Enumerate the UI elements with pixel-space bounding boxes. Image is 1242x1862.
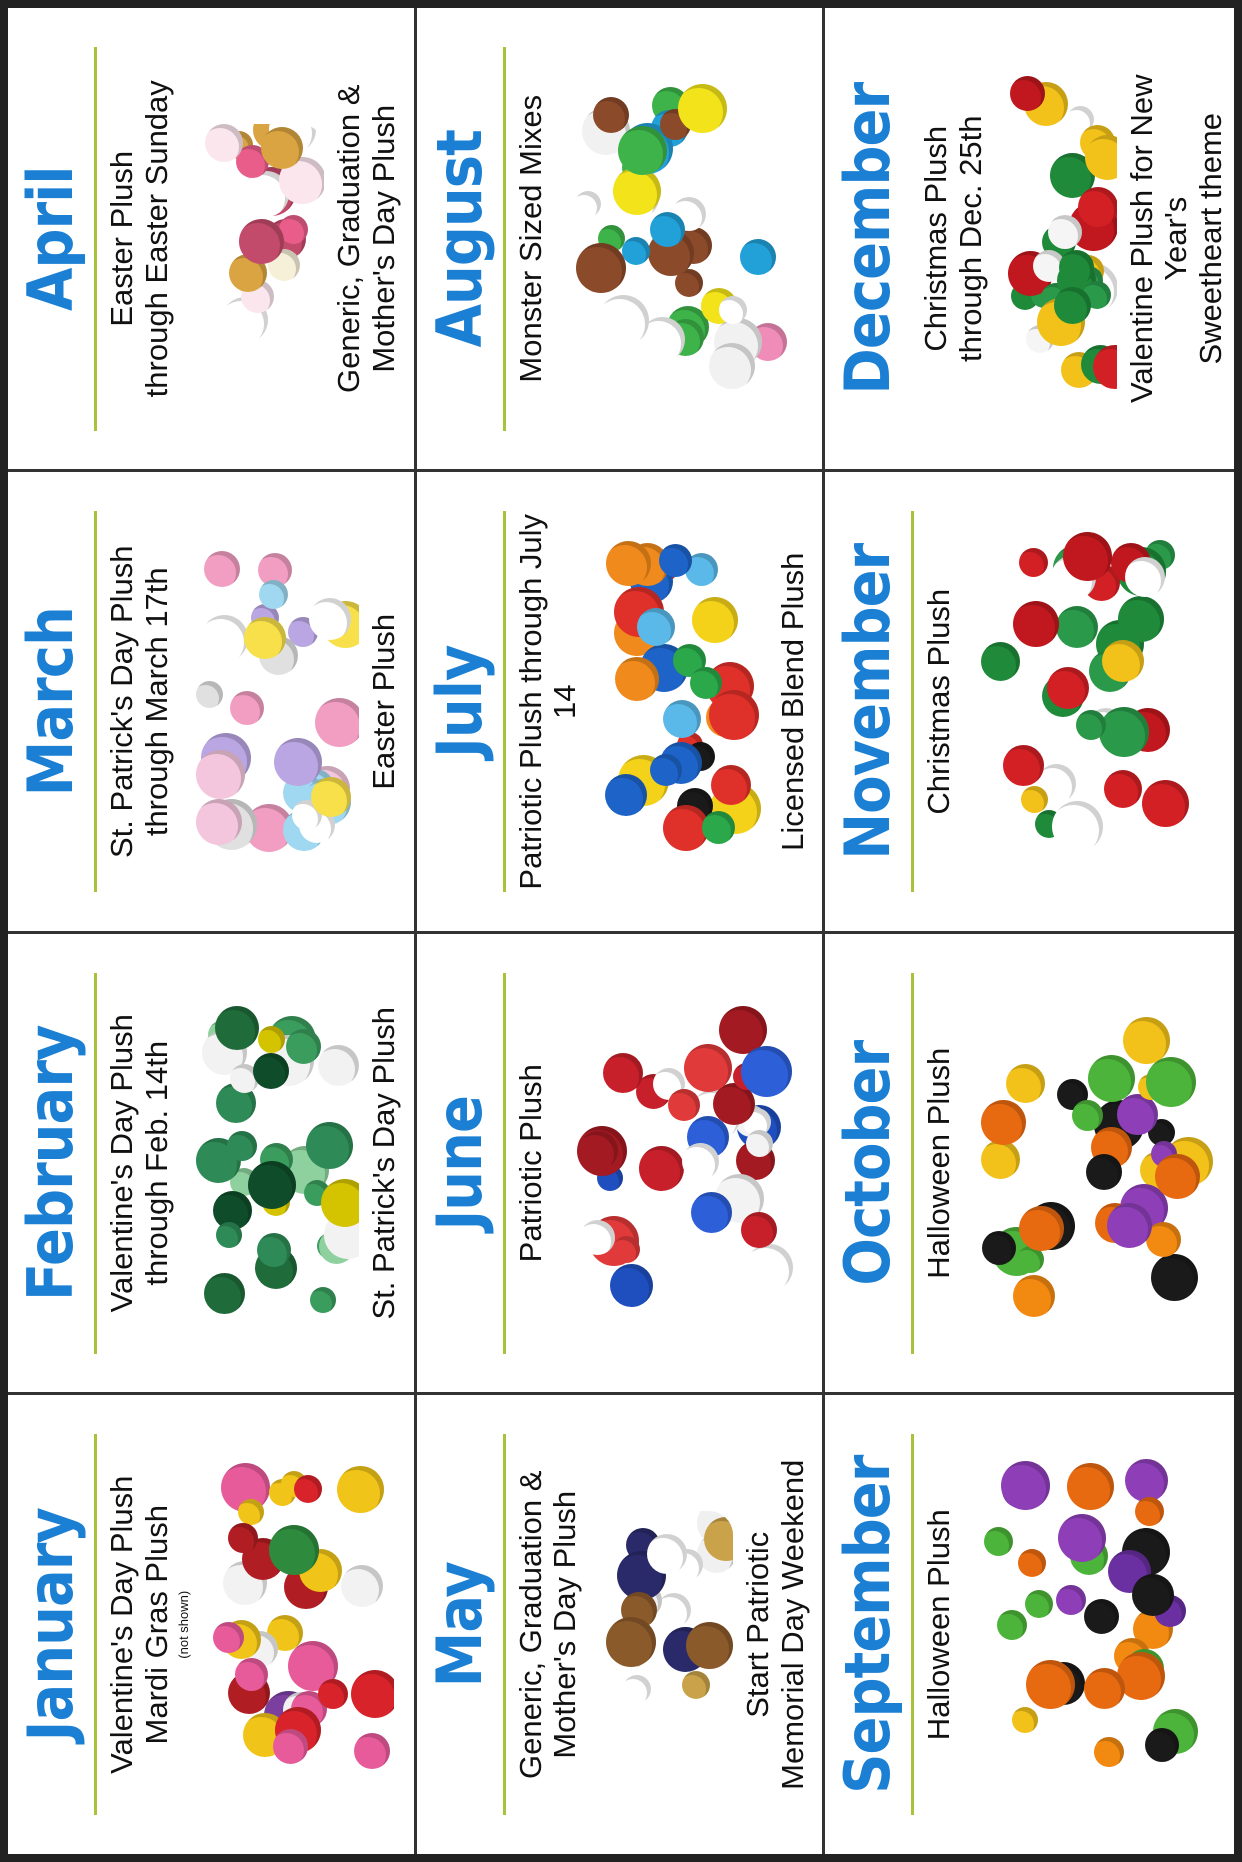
month-title: November [832, 543, 906, 860]
plush-toy [1094, 1737, 1124, 1767]
plush-toy [318, 1045, 359, 1086]
plush-toy [196, 799, 242, 845]
plush-toy [1054, 287, 1091, 324]
plush-toy [258, 1026, 285, 1053]
plush-toy [269, 1525, 319, 1575]
month-cell-december [825, 8, 1234, 470]
plush-toy [603, 1053, 643, 1093]
plush-toy [201, 615, 248, 662]
plush-description: through Feb. 14th [138, 1040, 174, 1286]
plush-toy [1047, 667, 1089, 709]
plush-toy [318, 1679, 348, 1709]
plush-toy [686, 1622, 733, 1669]
plush-description: through Dec. 25th [953, 115, 989, 362]
plush-toy [253, 1053, 289, 1089]
plush-toy [691, 1192, 732, 1233]
month-cell-june [417, 931, 826, 1393]
month-title: March [15, 607, 88, 797]
plush-toy [1125, 557, 1165, 597]
plush-description: Start Patriotic [739, 1531, 775, 1718]
plush-description: Halloween Plush [921, 1047, 957, 1279]
month-title: June [423, 1095, 497, 1231]
plush-toy [286, 1029, 321, 1064]
plush-toy [981, 642, 1020, 681]
plush-description: Patriotic Plush [512, 1064, 548, 1263]
plush-toy [230, 691, 264, 725]
plush-toy [605, 774, 647, 816]
easter-bears-photo [182, 124, 324, 354]
plush-description: Sweetheart theme [1193, 112, 1229, 365]
plush-toy [610, 1264, 653, 1307]
plush-toy [248, 1161, 296, 1209]
month-title: September [832, 1455, 906, 1794]
plush-description: Christmas Plush [921, 588, 957, 815]
plush-toy [1001, 1461, 1050, 1510]
footnote: (not shown) [176, 1590, 192, 1659]
month-title: October [832, 1040, 906, 1286]
st-patricks-plush-photo [182, 993, 359, 1333]
plush-description: Generic, Graduation & [512, 1470, 548, 1779]
month-title: January [15, 1508, 88, 1742]
plush-toy [1012, 1707, 1038, 1733]
plush-toy [997, 1610, 1027, 1640]
plush-toy [981, 1100, 1026, 1145]
plush-toy [623, 1675, 651, 1703]
plush-description: Memorial Day Weekend [774, 1459, 810, 1790]
plush-toy [306, 1122, 353, 1169]
plush-toy [341, 1565, 383, 1607]
plush-description: Easter Plush [365, 613, 401, 790]
plush-toy [741, 1046, 792, 1097]
plush-toy [213, 1622, 244, 1653]
plush-toy [1125, 1459, 1168, 1502]
christmas-plush-photo [997, 68, 1117, 410]
plush-toy [1084, 1599, 1119, 1634]
plush-toy [1003, 745, 1044, 786]
divider [94, 511, 97, 892]
easter-plush-photo [182, 532, 359, 872]
plush-toy [1076, 710, 1106, 740]
plush-toy [1058, 1514, 1106, 1562]
plush-toy [740, 239, 776, 275]
plush-toy [1146, 1057, 1196, 1107]
plush-toy [1006, 1064, 1045, 1103]
divider [94, 973, 97, 1354]
plush-toy [1056, 606, 1098, 648]
plush-toy [321, 1179, 359, 1227]
plush-description: Valentine Plush for New Year's [1123, 74, 1194, 404]
month-cell-april [8, 8, 417, 470]
valentine-mardi-gras-plush-photo [199, 1455, 393, 1795]
plush-description: Mardi Gras Plush [138, 1505, 174, 1745]
christmas-plush-photo [965, 532, 1214, 872]
plush-toy [682, 1143, 719, 1180]
month-title: July [423, 645, 497, 758]
plush-toy [637, 608, 675, 646]
plush-toy [315, 698, 359, 747]
plush-toy [310, 1287, 336, 1313]
plush-toy [1104, 770, 1142, 808]
plush-toy [1021, 786, 1048, 813]
divider [503, 47, 506, 431]
plush-toy [1010, 76, 1045, 111]
plush-toy [1019, 548, 1048, 577]
plush-description: St. Patrick's Day Plush [365, 1006, 401, 1320]
halloween-plush-photo [965, 993, 1214, 1333]
plush-toy [1086, 1154, 1122, 1190]
plush-toy [1142, 780, 1189, 827]
plush-toy [1084, 1668, 1125, 1709]
plush-toy [1151, 1254, 1198, 1301]
plush-toy [741, 1212, 777, 1248]
plush-toy [682, 1671, 710, 1699]
plush-description: Valentine's Day Plush [104, 1475, 139, 1774]
plush-toy [257, 1233, 291, 1267]
month-cell-march [8, 470, 417, 932]
plush-toy [1132, 1574, 1174, 1616]
plush-toy [1059, 250, 1094, 285]
plush-toy [618, 126, 667, 175]
plush-toy [1013, 1275, 1055, 1317]
plush-toy [982, 1231, 1016, 1265]
plush-toy [702, 812, 735, 845]
plush-toy [613, 1236, 640, 1263]
plush-toy [579, 1131, 618, 1170]
plush-toy [1013, 601, 1059, 647]
plush-toy [274, 738, 322, 786]
plush-toy [351, 1670, 394, 1718]
plush-toy [1052, 801, 1103, 852]
plush-toy [606, 1617, 656, 1667]
plush-toy [678, 84, 727, 133]
plush-description: Christmas Plush [918, 125, 954, 352]
halloween-plush-photo [965, 1455, 1214, 1795]
plush-toy [196, 681, 223, 708]
plush-toy [709, 343, 755, 389]
month-cell-may [417, 1393, 826, 1855]
plush-toy [337, 1466, 384, 1513]
divider [94, 1434, 97, 1815]
plush-toy [1067, 1463, 1114, 1510]
plush-toy [1118, 596, 1164, 642]
divider [94, 47, 97, 431]
plush-toy [1088, 1055, 1135, 1102]
month-title: December [832, 82, 906, 395]
plush-toy [1025, 1590, 1053, 1618]
plush-toy [1099, 707, 1149, 757]
plush-toy [204, 551, 240, 587]
divider [503, 511, 506, 892]
plush-description: through Easter Sunday [138, 80, 174, 398]
plush-toy [1145, 1728, 1179, 1762]
month-cell-january [8, 1393, 417, 1855]
plush-toy [259, 580, 288, 609]
licensed-blend-plush-photo [591, 532, 768, 872]
plush-toy [238, 1499, 264, 1525]
plush-toy [711, 765, 751, 805]
month-cell-september [825, 1393, 1234, 1855]
plush-toy [216, 1222, 242, 1248]
graduation-plush-photo [591, 1511, 733, 1739]
plush-toy [576, 243, 626, 293]
plush-toy [719, 296, 747, 324]
divider [911, 973, 914, 1354]
plush-toy [1026, 1660, 1075, 1709]
plush-toy [235, 1658, 268, 1691]
plush-description: Monster Sized Mixes [512, 94, 548, 383]
plush-toy [746, 1244, 793, 1291]
plush-description: Mother's Day Plush [547, 1490, 583, 1759]
divider [911, 1434, 914, 1815]
plush-toy [1117, 1094, 1158, 1135]
plush-toy [215, 1006, 259, 1050]
plush-description: Easter Plush [104, 150, 139, 327]
plush-toy [309, 598, 351, 640]
plush-toy [311, 777, 351, 817]
plush-toy [273, 1729, 308, 1764]
plush-toy [196, 750, 245, 799]
plush-toy [692, 597, 738, 643]
plush-toy [227, 1131, 257, 1161]
plush-toy [598, 295, 649, 346]
divider [503, 1434, 506, 1815]
plush-toy [606, 541, 651, 586]
month-title: May [423, 1562, 497, 1688]
plush-toy [622, 237, 650, 265]
plush-toy [709, 690, 759, 740]
divider [911, 511, 914, 892]
plush-toy [239, 219, 284, 264]
plush-toy [575, 191, 601, 217]
plush-toy [639, 1146, 684, 1191]
plush-description: Patriotic Plush through July 14 [512, 513, 583, 890]
plush-toy [204, 1273, 245, 1314]
plush-toy [1048, 215, 1082, 249]
month-title: April [15, 166, 88, 311]
month-title: February [15, 1025, 88, 1301]
plush-toy [1018, 1549, 1046, 1577]
plush-toy [684, 1044, 732, 1092]
plush-toy [593, 97, 629, 133]
plush-toy [1102, 640, 1144, 682]
plush-toy [580, 1220, 615, 1255]
plush-description: Generic, Graduation & [331, 84, 367, 393]
plush-toy [205, 124, 243, 162]
plush-description: St. Patrick's Day Plush [104, 545, 139, 859]
plush-description: Halloween Plush [921, 1509, 957, 1741]
plush-toy [1155, 1154, 1200, 1199]
plush-toy [1019, 1206, 1064, 1251]
plush-description: through March 17th [138, 567, 174, 837]
month-cell-november [825, 470, 1234, 932]
plush-toy [1078, 187, 1117, 227]
plush-toy [615, 657, 659, 701]
plush-toy [1056, 1585, 1086, 1615]
month-cell-october [825, 931, 1234, 1393]
plush-toy [354, 1733, 390, 1769]
plush-toy [1107, 1203, 1152, 1248]
patriotic-plush-photo [556, 993, 802, 1333]
plush-toy [244, 617, 286, 659]
plush-toy [294, 1475, 322, 1503]
month-cell-february [8, 931, 417, 1393]
plush-description: Mother's Day Plush [365, 104, 401, 373]
month-cell-july [417, 470, 826, 932]
plush-toy [981, 1140, 1020, 1179]
month-title: August [423, 130, 497, 348]
monster-sized-mix-photo [556, 68, 802, 410]
plush-description: Valentine's Day Plush [104, 1014, 139, 1313]
plush-toy [650, 212, 685, 247]
month-cell-august [417, 8, 826, 470]
plush-description: Licensed Blend Plush [774, 552, 810, 851]
plush-toy [228, 1523, 258, 1553]
plush-toy [1135, 1497, 1164, 1526]
divider [503, 973, 506, 1354]
plush-toy [984, 1527, 1013, 1556]
